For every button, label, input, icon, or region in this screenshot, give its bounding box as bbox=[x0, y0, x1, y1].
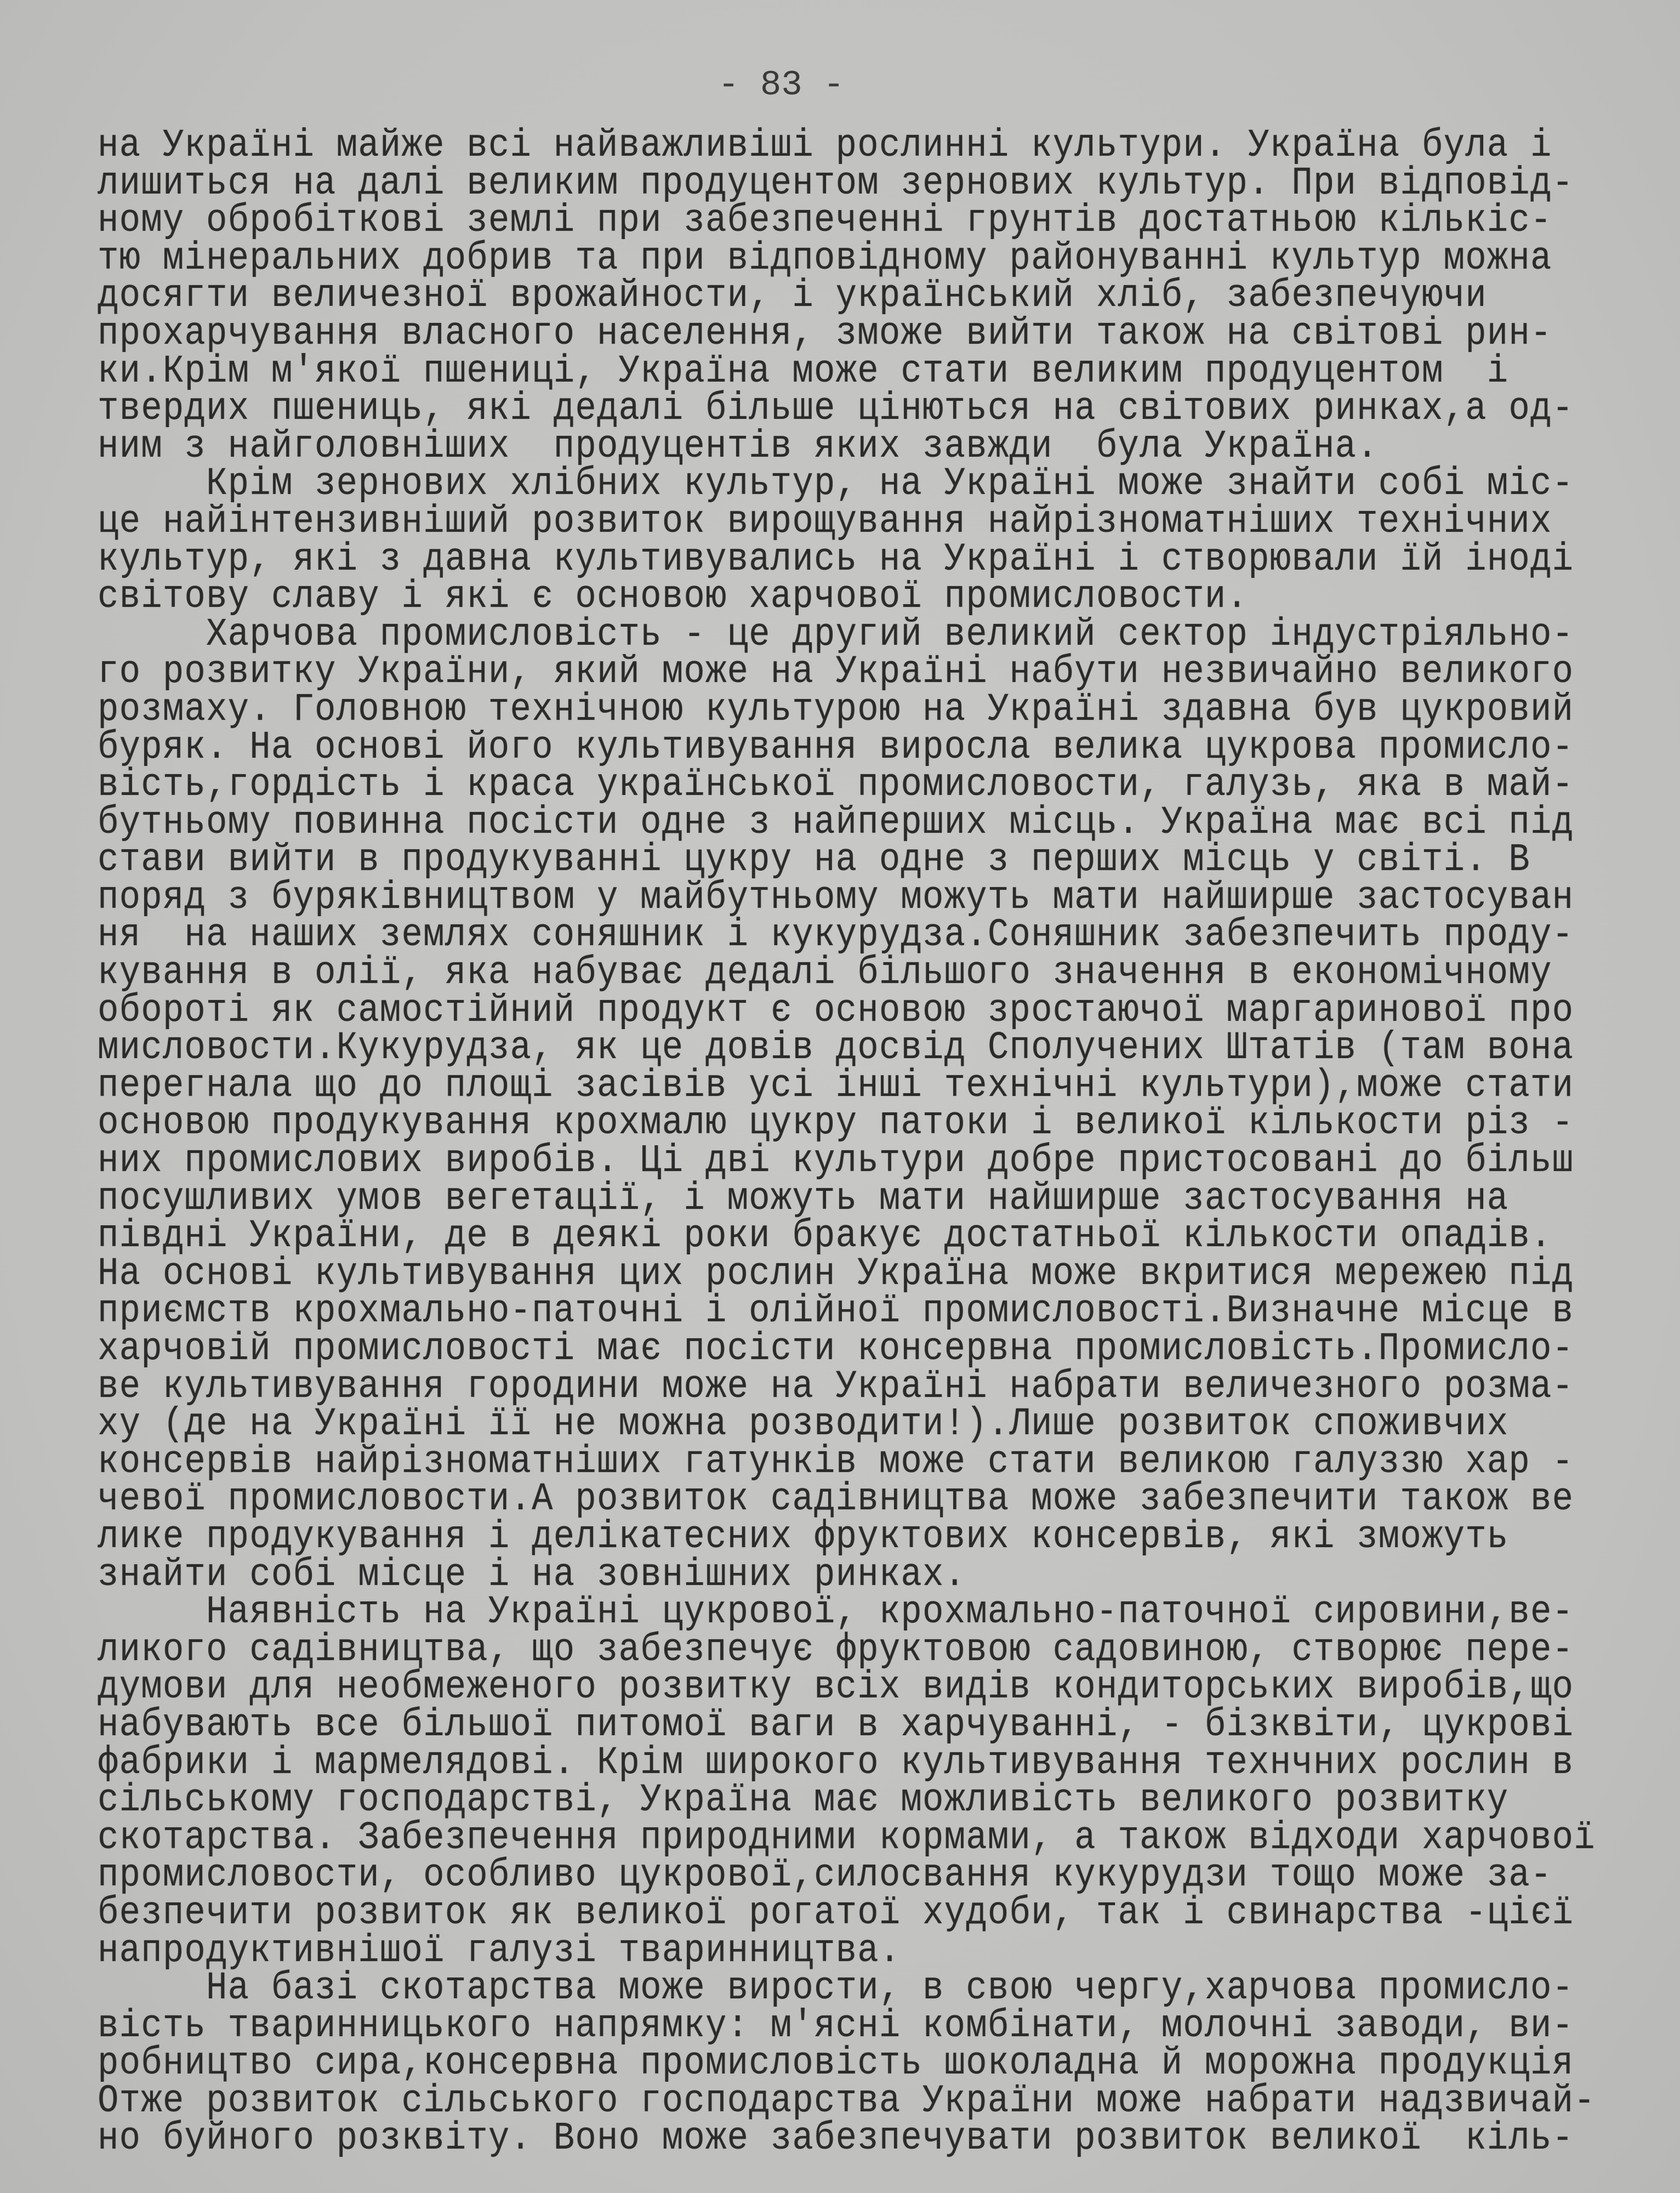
text-line: обороті як самостійний продукт є основою зростаючої маргаринової про bbox=[98, 988, 1574, 1033]
text-line: фабрики і мармелядові. Крім широкого культивування технчних рослин в bbox=[98, 1741, 1574, 1785]
text-line: скотарства. Забезпечення природними кормами, а також відходи харчової bbox=[98, 1816, 1596, 1861]
text-line: культур, які з давна культивувались на Україні і створювали їй іноді bbox=[98, 537, 1574, 582]
document-body bbox=[98, 123, 1610, 2161]
text-line: Крім зернових хлібних культур, на Україні може знайти собі міс- bbox=[98, 462, 1574, 507]
text-line: напродуктивнішої галузі тваринництва. bbox=[98, 1929, 901, 1973]
text-line: вість,гордість і краса української промисловости, галузь, яка в май- bbox=[98, 763, 1574, 808]
text-line: ху (де на Україні її не можна розводити!).Лише розвиток споживчих bbox=[98, 1402, 1509, 1447]
text-line: консервів найрізноматніших гатунків може стати великою галуззю хар - bbox=[98, 1440, 1574, 1485]
text-line: робництво сира,консервна промисловість шоколадна й морожна продукція bbox=[98, 2041, 1574, 2086]
text-line: кування в олії, яка набуває дедалі більшого значення в економічному bbox=[98, 951, 1552, 996]
text-line: прохарчування власного населення, зможе вийти також на світові рин- bbox=[98, 311, 1552, 356]
text-line: ня на наших землях соняшник і кукурудза.Соняшник забезпечить проду- bbox=[98, 913, 1574, 958]
text-line: них промислових виробів. Ці дві культури добре пристосовані до більш bbox=[98, 1139, 1574, 1184]
text-line: На базі скотарства може вирости, в свою чергу,харчова промисло- bbox=[98, 1966, 1574, 2011]
text-line: безпечити розвиток як великої рогатої худоби, так і свинарства -цієї bbox=[98, 1891, 1574, 1936]
text-line: посушливих умов вегетації, і можуть мати найширше застосування на bbox=[98, 1177, 1509, 1221]
text-line: буряк. На основі його культивування виросла велика цукрова промисло- bbox=[98, 725, 1574, 770]
text-line: чевої промисловости.А розвиток садівництва може забезпечити також ве bbox=[98, 1478, 1574, 1522]
text-line: но буйного розквіту. Воно може забезпечувати розвиток великої кіль- bbox=[98, 2117, 1574, 2161]
text-line: приємств крохмально-паточні і олійної промисловості.Визначне місце в bbox=[98, 1289, 1574, 1334]
text-line: поряд з буряківництвом у майбутньому можуть мати найширше застосуван bbox=[98, 876, 1574, 921]
text-line: лишиться на далі великим продуцентом зернових культур. При відповід- bbox=[98, 161, 1574, 206]
text-line: досягти величезної врожайности, і український хліб, забезпечуючи bbox=[98, 274, 1487, 319]
text-line: тю мінеральних добрив та при відповідному районуванні культур можна bbox=[98, 236, 1552, 281]
text-line: основою продукування крохмалю цукру патоки і великої кількости різ - bbox=[98, 1101, 1574, 1146]
text-line: це найінтензивніший розвиток вирощування найрізноматніших технічних bbox=[98, 499, 1552, 544]
text-line: бутньому повинна посісти одне з найперших місць. Україна має всі під bbox=[98, 800, 1574, 845]
text-line: вість тваринницького напрямку: м'ясні комбінати, молочні заводи, ви- bbox=[98, 2004, 1574, 2048]
text-line: харчовій промисловості має посісти консервна промисловість.Промисло- bbox=[98, 1327, 1574, 1372]
text-line: Отже розвиток сільського господарства України може набрати надзвичай- bbox=[98, 2079, 1596, 2124]
text-line: перегнала що до площі засівів усі інші технічні культури),може стати bbox=[98, 1064, 1574, 1109]
text-line: світову славу і які є основою харчової промисловости. bbox=[98, 575, 1249, 620]
text-line: думови для необмеженого розвитку всіх видів кондиторських виробів,що bbox=[98, 1665, 1574, 1710]
text-line: На основі культивування цих рослин Україна може вкритися мережею під bbox=[98, 1252, 1574, 1297]
text-line: ки.Крім м'якої пшениці, Україна може стати великим продуцентом і bbox=[98, 349, 1509, 394]
text-line: ному обробіткові землі при забезпеченні грунтів достатньою кількіс- bbox=[98, 198, 1552, 243]
text-line: півдні України, де в деякі роки бракує достатньої кількости опадів. bbox=[98, 1214, 1552, 1259]
text-line: го розвитку України, який може на Україні набути незвичайно великого bbox=[98, 650, 1574, 695]
text-line: Харчова промисловість - це другий великий сектор індустріяльно- bbox=[98, 612, 1574, 657]
text-line: мисловости.Кукурудза, як це довів досвід Сполучених Штатів (там вона bbox=[98, 1026, 1574, 1071]
text-line: набувають все більшої питомої ваги в харчуванні, - бізквіти, цукрові bbox=[98, 1703, 1574, 1748]
text-line: знайти собі місце і на зовнішних ринках. bbox=[98, 1553, 966, 1597]
text-line: ве культивування городини може на Україні набрати величезного розма- bbox=[98, 1365, 1574, 1409]
text-line: Наявність на Україні цукрової, крохмально-паточної сировини,ве- bbox=[98, 1590, 1574, 1635]
text-line: стави вийти в продукуванні цукру на одне з перших місць у світі. В bbox=[98, 838, 1531, 883]
text-line: твердих пшениць, які дедалі більше цінються на світових ринках,а од- bbox=[98, 387, 1574, 431]
text-line: промисловости, особливо цукрової,силосвання кукурудзи тощо може за- bbox=[98, 1853, 1552, 1898]
text-line: розмаху. Головною технічною культурою на Україні здавна був цукровий bbox=[98, 688, 1574, 732]
text-line: ликого садівництва, що забезпечує фруктовою садовиною, створює пере- bbox=[98, 1628, 1574, 1673]
text-line: на Україні майже всі найважливіші рослинні культури. Україна була і bbox=[98, 123, 1552, 168]
text-line: сільському господарстві, Україна має можливість великого розвитку bbox=[98, 1778, 1509, 1823]
text-line: ним з найголовніших продуцентів яких завжди була Україна. bbox=[98, 424, 1379, 469]
page-number: - 83 - bbox=[718, 66, 845, 105]
text-line: лике продукування і делікатесних фруктових консервів, які зможуть bbox=[98, 1515, 1509, 1560]
